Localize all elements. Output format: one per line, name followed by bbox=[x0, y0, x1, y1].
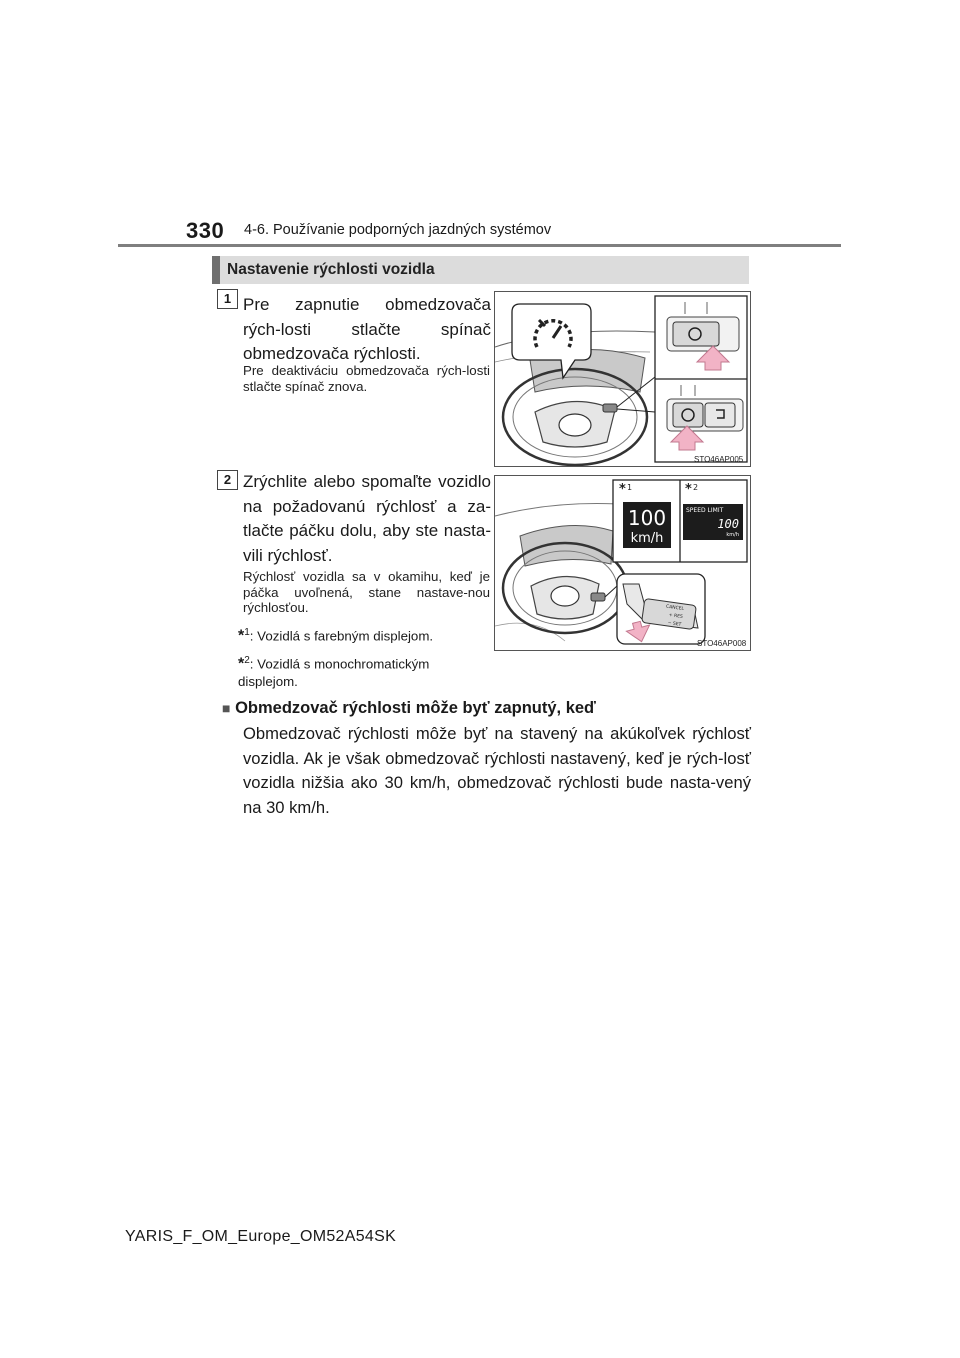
steering-wheel-switch-illustration bbox=[495, 292, 750, 466]
figure-code: STO46AP005 bbox=[694, 455, 744, 464]
mono-display-label: SPEED LIMIT bbox=[686, 507, 724, 514]
mono-display-value: 100 bbox=[717, 517, 739, 531]
svg-text:1: 1 bbox=[627, 483, 633, 492]
svg-text:*: * bbox=[685, 482, 692, 497]
lever-label-set: − SET bbox=[667, 620, 682, 628]
figure-speed-setting-lever bbox=[494, 475, 751, 651]
svg-text:2: 2 bbox=[693, 483, 699, 492]
footnote-1: *$^1$: Vozidlá s farebným displejom. bbox=[238, 627, 434, 645]
note-body: Obmedzovač rýchlosti môže byť na stavený na akúkoľvek rýchlosť vozidla. Ak je však obmedzovač rýchlosti nastavený, keď je rých-losť vozidla nižšia ako 30 km/h, obmedzovač rýchlosti bude nasta-vený na 30 km/h. bbox=[243, 724, 751, 817]
step-1-subtext: Pre deaktiváciu obmedzovača rých-losti stlačte spínač znova. bbox=[243, 363, 490, 394]
page-number: 330 bbox=[186, 218, 225, 243]
step-number-2: 2 bbox=[217, 470, 238, 490]
color-display-unit: km/h bbox=[630, 531, 664, 546]
document-code: YARIS_F_OM_Europe_OM52A54SK bbox=[125, 1228, 397, 1245]
lever-label-cancel: CANCEL bbox=[665, 604, 685, 613]
bullet-square-icon: ■ bbox=[222, 700, 231, 716]
chapter-title: 4-6. Používanie podporných jazdných systémov bbox=[244, 222, 552, 238]
lever-display-illustration bbox=[495, 476, 750, 650]
mono-display-unit: km/h bbox=[726, 532, 739, 538]
step-2-subtext: Rýchlosť vozidla sa v okamihu, keď je páčka uvoľnená, stane nastave-nou rýchlosťou. bbox=[243, 569, 490, 615]
section-header bbox=[212, 256, 749, 284]
note-heading: ■ Obmedzovač rýchlosti môže byť zapnutý, keď bbox=[222, 699, 596, 717]
figure-speed-limiter-switch bbox=[494, 291, 751, 467]
figure-code: STO46AP008 bbox=[697, 639, 747, 648]
step-number-1: 1 bbox=[217, 289, 238, 309]
color-display-value: 100 bbox=[627, 506, 667, 530]
step-2-text: Zrýchlite alebo spomaľte vozidlo na požadovanú rýchlosť a za-tlačte páčku dolu, aby ste nasta-vili rýchlosť. bbox=[243, 472, 491, 565]
footnote-2: *$^2$: Vozidlá s monochromatickým displejom. bbox=[238, 655, 430, 690]
section-title: Nastavenie rýchlosti vozidla bbox=[227, 261, 435, 278]
lever-label-res: + RES bbox=[668, 613, 684, 620]
header-rule bbox=[118, 244, 841, 247]
section-marker bbox=[212, 256, 220, 284]
svg-text:*: * bbox=[619, 482, 626, 497]
step-1-text: Pre zapnutie obmedzovača rých-losti stlačte spínač obmedzovača rýchlosti. bbox=[243, 295, 491, 363]
